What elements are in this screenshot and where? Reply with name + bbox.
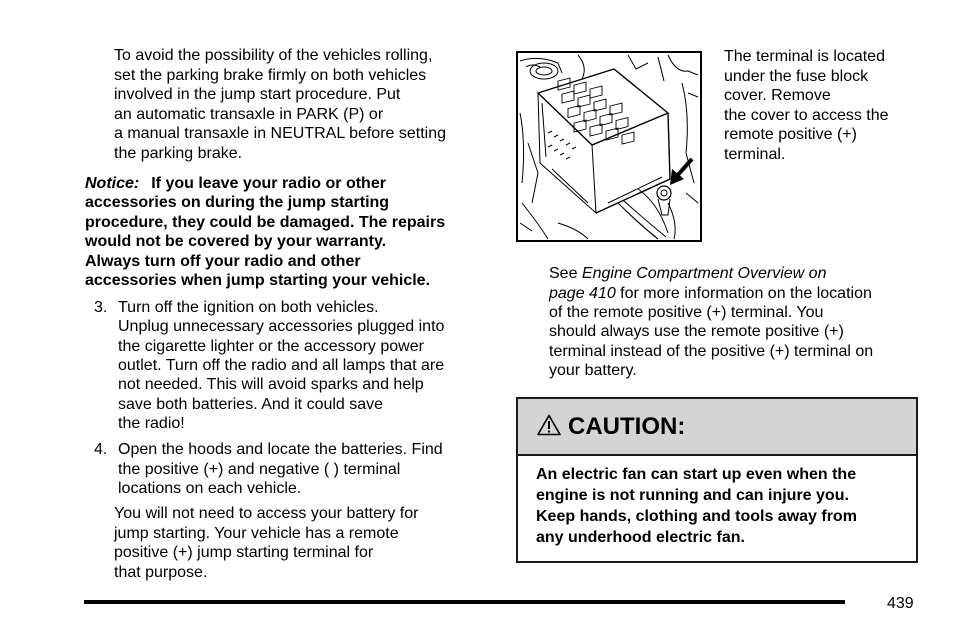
text-line: jump starting. Your vehicle has a remote <box>114 525 399 542</box>
notice-line <box>85 174 386 194</box>
text-line: that purpose. <box>114 564 208 581</box>
text-line: an automatic transaxle in PARK (P) or <box>114 106 384 123</box>
text-line: terminal. <box>724 146 786 163</box>
caution-text-line: any underhood electric fan. <box>536 529 745 546</box>
text-line: a manual transaxle in NEUTRAL before setting <box>114 125 447 142</box>
text-line: the cigarette lighter or the accessory power <box>118 338 424 355</box>
cross-reference-page[interactable]: page 410 <box>549 285 616 302</box>
step-number: 4. <box>94 441 108 458</box>
notice-line: accessories when jump starting your vehicle. <box>85 272 431 289</box>
notice-label: Notice: <box>85 175 140 192</box>
caution-text-line: An electric fan can start up even when the <box>536 466 857 483</box>
notice-line: accessories on during the jump starting <box>85 194 390 211</box>
text-line: the cover to access the <box>724 107 889 124</box>
text-line: save both batteries. And it could save <box>118 396 384 413</box>
text-line: the parking brake. <box>114 145 243 162</box>
caution-text-line: Keep hands, clothing and tools away from <box>536 508 857 525</box>
text-line: Unplug unnecessary accessories plugged into <box>118 318 445 335</box>
notice-line: would not be covered by your warranty. <box>85 233 387 250</box>
notice-text: If you leave your radio or other <box>151 175 386 192</box>
text-line: positive (+) jump starting terminal for <box>114 544 374 561</box>
text-line: the positive (+) and negative ( ) terminal <box>118 461 401 478</box>
pointer-arrow <box>670 159 692 185</box>
caution-header <box>518 399 916 456</box>
notice-line: procedure, they could be damaged. The repairs <box>85 214 446 231</box>
text-line: set the parking brake firmly on both vehicles <box>114 67 427 84</box>
text-line: The terminal is located <box>724 48 885 65</box>
see-text: for more information on the location <box>615 285 872 302</box>
warning-triangle-icon <box>537 414 561 436</box>
text-line: cover. Remove <box>724 87 831 104</box>
text-line: involved in the jump start procedure. Put <box>114 86 401 103</box>
text-line: not needed. This will avoid sparks and help <box>118 376 424 393</box>
text-line: You will not need to access your battery for <box>114 505 419 522</box>
footer-rule <box>84 600 845 604</box>
caution-text-line: engine is not running and can injure you. <box>536 487 849 504</box>
text-line: locations on each vehicle. <box>118 480 302 497</box>
page-number: 439 <box>887 595 914 612</box>
text-line: terminal instead of the positive (+) terminal on <box>549 343 874 360</box>
notice-line: Always turn off your radio and other <box>85 253 361 270</box>
text-line: outlet. Turn off the radio and all lamps that are <box>118 357 445 374</box>
text-line: Turn off the ignition on both vehicles. <box>118 299 379 316</box>
caution-box <box>516 397 918 563</box>
text-line: should always use the remote positive (+) <box>549 323 844 340</box>
text-line <box>549 284 872 304</box>
text-line: your battery. <box>549 362 637 379</box>
text-line: under the fuse block <box>724 68 869 85</box>
text-line: of the remote positive (+) terminal. You <box>549 304 824 321</box>
see-prefix: See <box>549 265 582 282</box>
text-line: To avoid the possibility of the vehicles rolling, <box>114 47 433 64</box>
step-number: 3. <box>94 299 108 316</box>
text-line <box>549 264 826 284</box>
text-line: remote positive (+) <box>724 126 857 143</box>
text-line: the radio! <box>118 415 185 432</box>
cross-reference-link[interactable]: Engine Compartment Overview on <box>581 265 827 282</box>
fuse-block-illustration <box>516 51 702 242</box>
text-line: Open the hoods and locate the batteries. Find <box>118 441 443 458</box>
caution-title: CAUTION: <box>568 413 686 440</box>
